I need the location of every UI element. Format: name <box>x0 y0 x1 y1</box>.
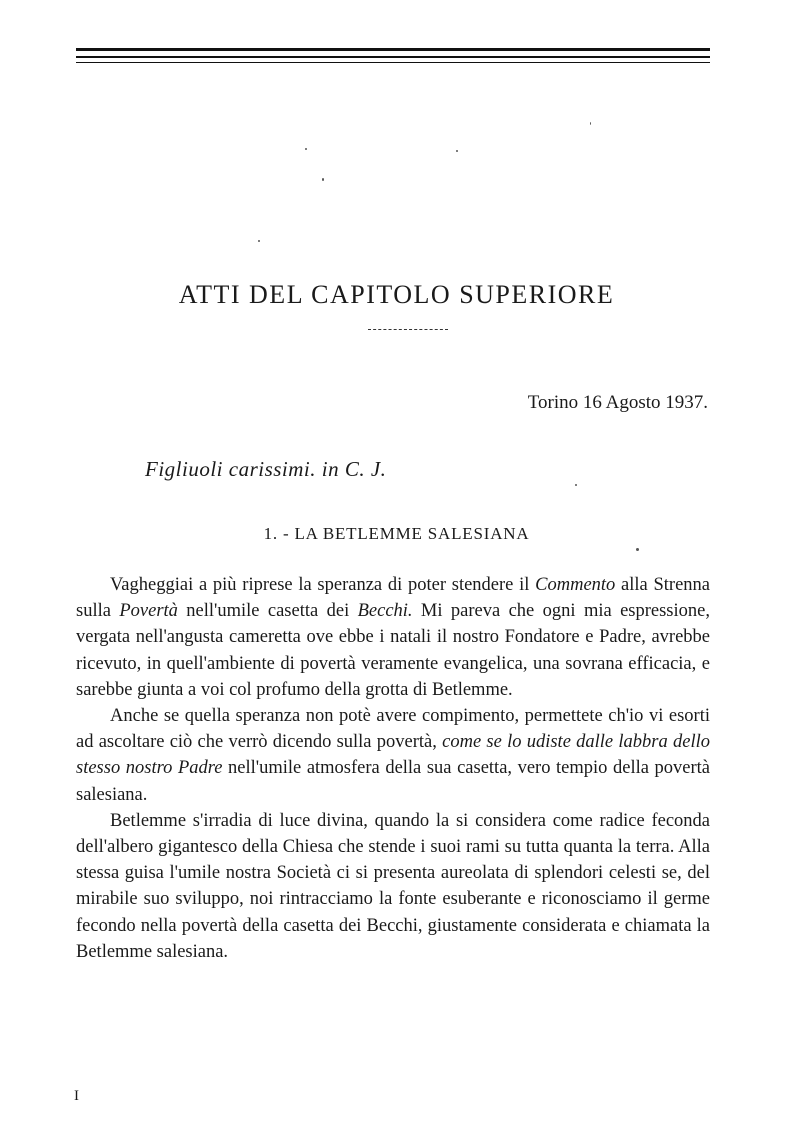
emphasis-run: come se lo udiste dalle labbra dello stesso nostro Padre <box>76 732 710 779</box>
title-ornament-rule <box>368 329 448 331</box>
dateline: Torino 16 Agosto 1937. <box>527 392 708 413</box>
header-rule-thin <box>76 62 710 63</box>
text-run: alla Strenna sulla <box>76 575 710 622</box>
text-run: Anche se quella speranza non potè avere compimento, permettete ch'io vi esorti ad ascoltare ciò che verrò dicendo sulla povertà, <box>76 706 710 753</box>
text-run: nell'umile atmosfera della sua casetta, vero tempio della povertà salesiana. <box>76 758 710 805</box>
header-rule-thick <box>76 48 710 51</box>
text-run: nell'umile casetta dei <box>177 601 358 622</box>
print-speck <box>456 150 458 152</box>
print-speck <box>575 484 577 486</box>
print-speck <box>590 122 591 125</box>
print-speck <box>258 240 260 242</box>
body-text <box>76 572 710 965</box>
emphasis-run: Becchi. <box>357 601 413 622</box>
paragraph-1 <box>76 572 710 703</box>
emphasis-run: Commento <box>535 575 616 595</box>
print-speck <box>322 178 324 181</box>
text-run: Betlemme s'irradia di luce divina, quando la si considera come radice feconda dell'albero gigantesco della Chiesa che stende i suoi rami su tutta quanta la terra. Alla stessa guisa l'umile nostra Società ci si presenta aureolata di splendori celesti se, del mirabile suo sviluppo, noi rintracciamo la fonte esuberante e riconosciamo il germe fecondo nella povertà della casetta dei Becchi, giustamente considerata e chiamata la Betlemme salesiana. <box>76 810 710 962</box>
page-mark: I <box>74 1088 79 1104</box>
page-title: ATTI DEL CAPITOLO SUPERIORE <box>178 280 615 309</box>
section-heading: 1. - LA BETLEMME SALESIANA <box>263 524 530 543</box>
print-speck <box>305 148 307 150</box>
paragraph-3 <box>76 808 710 965</box>
emphasis-run: Povertà <box>119 601 178 622</box>
text-run: Mi pareva che ogni mia espressione, vergata nell'angusta cameretta ove ebbe i natali il nostro Fondatore e Padre, avrebbe ricevuto, in quell'ambiente di povertà veramente evangelica, una sovrana efficacia, e sarebbe giunta a voi col profumo della grotta di Betlemme. <box>76 601 710 700</box>
salutation: Figliuoli carissimi. in C. J. <box>145 457 387 481</box>
header-rule-middle <box>76 56 710 58</box>
text-run: Vagheggiai a più riprese la speranza di poter stendere il <box>110 575 536 595</box>
paragraph-2 <box>76 703 710 808</box>
print-speck <box>636 548 639 551</box>
